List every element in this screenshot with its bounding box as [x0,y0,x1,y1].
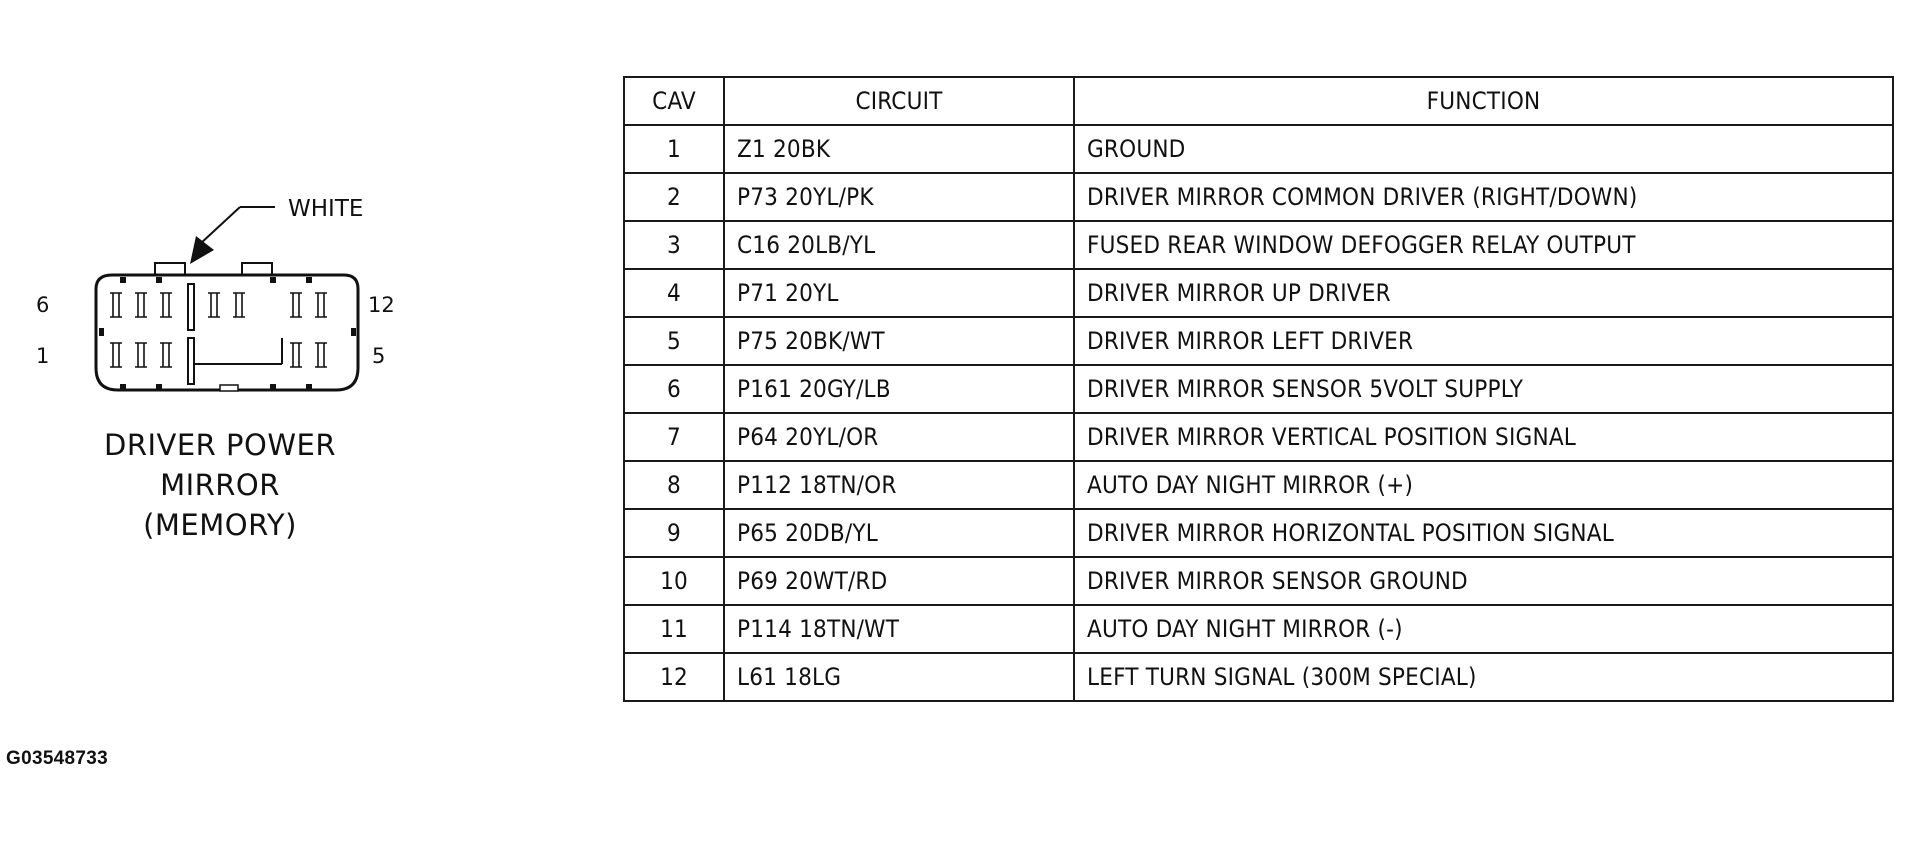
circuit-cell: P75 20BK/WT [724,317,1074,365]
cav-cell: 2 [624,173,724,221]
cav-cell: 9 [624,509,724,557]
pin-label-12: 12 [368,293,395,317]
function-cell: DRIVER MIRROR VERTICAL POSITION SIGNAL [1074,413,1893,461]
cav-cell: 6 [624,365,724,413]
table-row [624,413,1893,461]
circuit-cell: L61 18LG [724,653,1074,701]
header-function: FUNCTION [1074,77,1893,125]
circuit-cell: P112 18TN/OR [724,461,1074,509]
cav-cell: 11 [624,605,724,653]
cav-cell: 10 [624,557,724,605]
function-cell: DRIVER MIRROR LEFT DRIVER [1074,317,1893,365]
callout-arrow-icon [190,236,214,264]
function-cell: LEFT TURN SIGNAL (300M SPECIAL) [1074,653,1893,701]
function-cell: DRIVER MIRROR UP DRIVER [1074,269,1893,317]
color-label: WHITE [288,196,364,222]
cav-cell: 8 [624,461,724,509]
connector-drawing [20,180,400,420]
connector-name [60,425,380,545]
function-cell: FUSED REAR WINDOW DEFOGGER RELAY OUTPUT [1074,221,1893,269]
table-row [624,317,1893,365]
circuit-cell: P161 20GY/LB [724,365,1074,413]
table-row [624,221,1893,269]
header-circuit: CIRCUIT [724,77,1074,125]
figure-id: G03548733 [6,748,109,769]
connector-diagram [20,180,400,420]
table-row [624,605,1893,653]
function-cell: DRIVER MIRROR SENSOR GROUND [1074,557,1893,605]
table-row [624,557,1893,605]
circuit-cell: P69 20WT/RD [724,557,1074,605]
function-cell: DRIVER MIRROR COMMON DRIVER (RIGHT/DOWN) [1074,173,1893,221]
circuit-cell: P114 18TN/WT [724,605,1074,653]
table-row [624,365,1893,413]
circuit-cell: P71 20YL [724,269,1074,317]
circuit-cell: P65 20DB/YL [724,509,1074,557]
function-cell: DRIVER MIRROR HORIZONTAL POSITION SIGNAL [1074,509,1893,557]
connector-name-line-3: (MEMORY) [143,508,297,542]
table-row [624,653,1893,701]
cav-cell: 3 [624,221,724,269]
pinout-table [623,76,1894,702]
connector-body [96,263,358,391]
pin-label-1: 1 [36,344,50,368]
function-cell: GROUND [1074,125,1893,173]
table-row [624,269,1893,317]
cav-cell: 1 [624,125,724,173]
connector-name-line-2: MIRROR [160,468,280,502]
circuit-cell: C16 20LB/YL [724,221,1074,269]
table-row [624,173,1893,221]
circuit-cell: P64 20YL/OR [724,413,1074,461]
table-header-row [624,77,1893,125]
cav-cell: 4 [624,269,724,317]
color-callout [190,207,275,264]
circuit-cell: P73 20YL/PK [724,173,1074,221]
connector-name-line-1: DRIVER POWER [103,428,337,462]
function-cell: DRIVER MIRROR SENSOR 5VOLT SUPPLY [1074,365,1893,413]
table-row [624,461,1893,509]
cav-cell: 5 [624,317,724,365]
circuit-cell: Z1 20BK [724,125,1074,173]
function-cell: AUTO DAY NIGHT MIRROR (+) [1074,461,1893,509]
pin-label-6: 6 [36,293,50,317]
table-row [624,509,1893,557]
table-row [624,125,1893,173]
pin-label-5: 5 [372,344,386,368]
cav-cell: 12 [624,653,724,701]
header-cav: CAV [624,77,724,125]
function-cell: AUTO DAY NIGHT MIRROR (-) [1074,605,1893,653]
cav-cell: 7 [624,413,724,461]
